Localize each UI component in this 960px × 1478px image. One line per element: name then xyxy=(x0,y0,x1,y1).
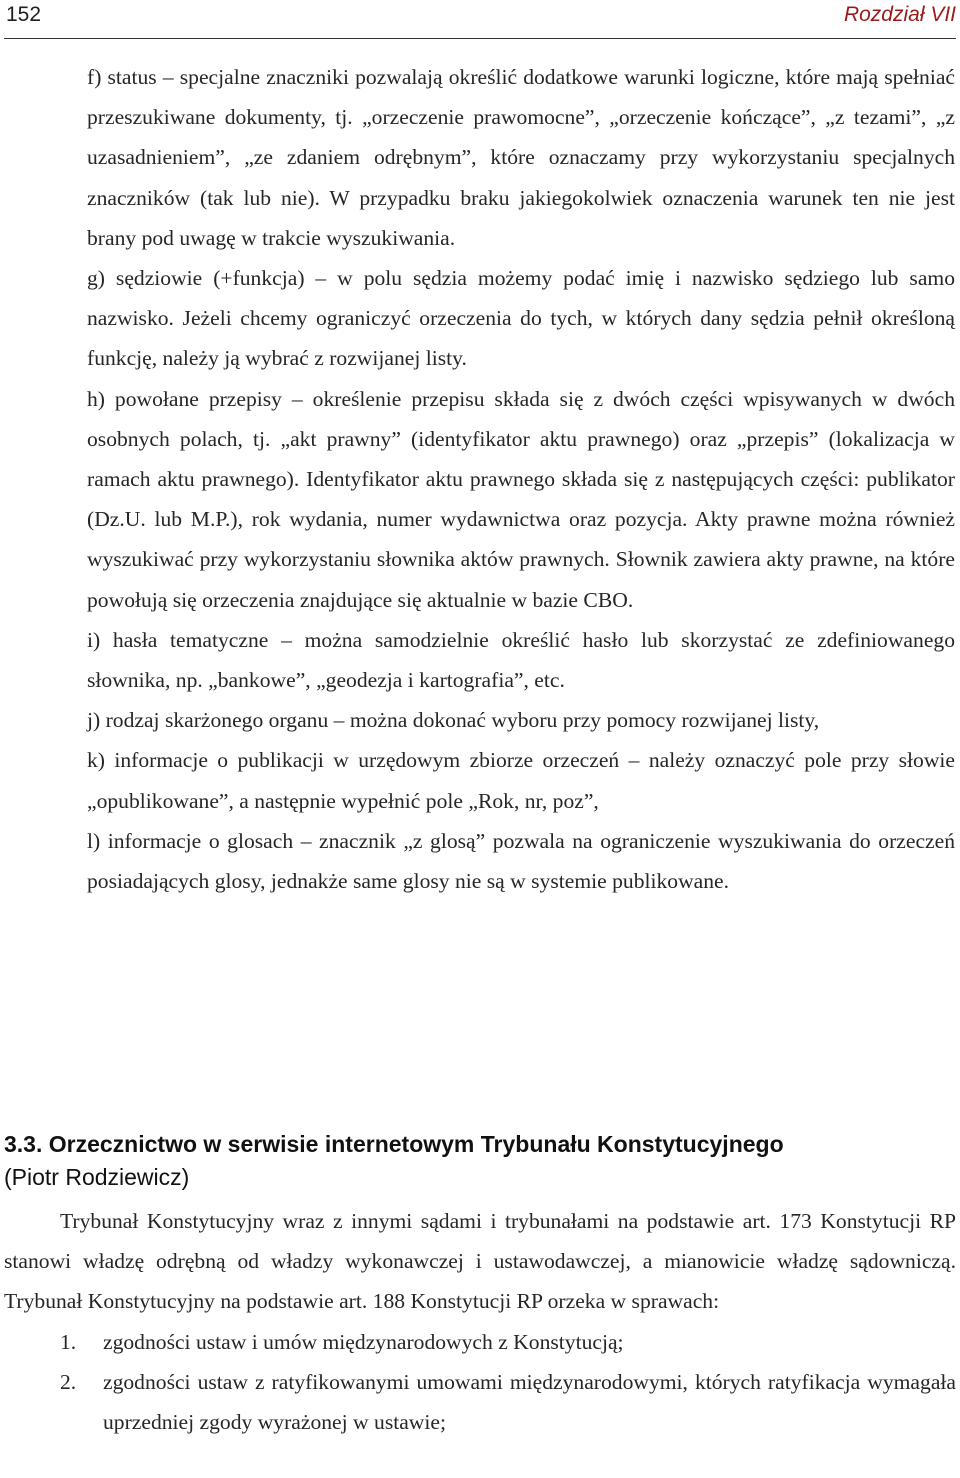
list-item-text: zgodności ustaw z ratyfikowanymi umowami międzynarodowymi, których ratyfikacja wymagała uprzedniej zgody wyrażonej w ustawie; xyxy=(103,1369,956,1435)
list-item-text: zgodności ustaw i umów międzynarodowych z Konstytucją; xyxy=(103,1329,624,1354)
list-marker: 2. xyxy=(60,1369,77,1394)
criteria-item-h: h) powołane przepisy – określenie przepisu składa się z dwóch części wpisywanych w dwóch osobnych polach, tj. „akt prawny” (identyfikator aktu prawnego) oraz „przepis” (lokalizacja w ramach aktu prawnego). Identyfikator aktu prawnego składa się z następujących części: publikator (Dz.U. lub M.P.), rok wydania, numer wydawnictwa oraz pozycja. Akty prawne można również wyszukiwać przy wykorzystaniu słownika aktów prawnych. Słownik zawiera akty prawne, na które powołują się orzeczenia znajdujące się aktualnie w bazie CBO. xyxy=(87,386,955,612)
page-header xyxy=(4,0,956,39)
section-author: (Piotr Rodziewicz) xyxy=(4,1164,190,1190)
list-marker: 1. xyxy=(60,1329,77,1354)
numbered-list xyxy=(4,1322,956,1443)
section-paragraph: Trybunał Konstytucyjny wraz z innymi sądami i trybunałami na podstawie art. 173 Konstytucji RP stanowi władzę odrębną od władzy wykonawczej i ustawodawczej, a mianowicie władzę sądowniczą. Trybunał Konstytucyjny na podstawie art. 188 Konstytucji RP orzeka w sprawach: xyxy=(4,1209,956,1314)
criteria-item-g: g) sędziowie (+funkcja) – w polu sędzia możemy podać imię i nazwisko sędziego lub samo nazwisko. Jeżeli chcemy ograniczyć orzeczenia do tych, w których dany sędzia pełnił określoną funkcję, należy ją wybrać z rozwijanej listy. xyxy=(87,266,955,371)
search-criteria-list xyxy=(87,57,955,901)
list-item xyxy=(4,1322,956,1362)
chapter-title: Rozdział VII xyxy=(843,3,956,26)
section-title: 3.3. Orzecznictwo w serwisie internetowym Trybunału Konstytucyjnego xyxy=(4,1131,784,1157)
section-heading xyxy=(4,1128,956,1194)
page-number: 152 xyxy=(6,3,42,26)
list-item xyxy=(4,1362,956,1442)
criteria-item-k: k) informacje o publikacji w urzędowym zbiorze orzeczeń – należy oznaczyć pole przy słowie „opublikowane”, a następnie wypełnić pole „Rok, nr, poz”, xyxy=(87,748,955,813)
section-body xyxy=(4,1201,956,1442)
criteria-item-l: l) informacje o glosach – znacznik „z glosą” pozwala na ograniczenie wyszukiwania do orzeczeń posiadających glosy, jednakże same glosy nie są w systemie publikowane. xyxy=(87,828,955,894)
criteria-item-f: f) status – specjalne znaczniki pozwalają określić dodatkowe warunki logiczne, które mają spełniać przeszukiwane dokumenty, tj. „orzeczenie prawomocne”, „orzeczenie kończące”, „z tezami”, „z uzasadnieniem”, „ze zdaniem odrębnym”, które oznaczamy przy wykorzystaniu specjalnych znaczników (tak lub nie). W przypadku braku jakiegokolwiek oznaczenia warunek ten nie jest brany pod uwagę w trakcie wyszukiwania. xyxy=(87,65,955,250)
criteria-item-j: j) rodzaj skarżonego organu – można dokonać wyboru przy pomocy rozwijanej listy, xyxy=(87,708,820,733)
criteria-item-i: i) hasła tematyczne – można samodzielnie określić hasło lub skorzystać ze zdefiniowanego słownika, np. „bankowe”, „geodezja i kartografia”, etc. xyxy=(87,627,955,693)
